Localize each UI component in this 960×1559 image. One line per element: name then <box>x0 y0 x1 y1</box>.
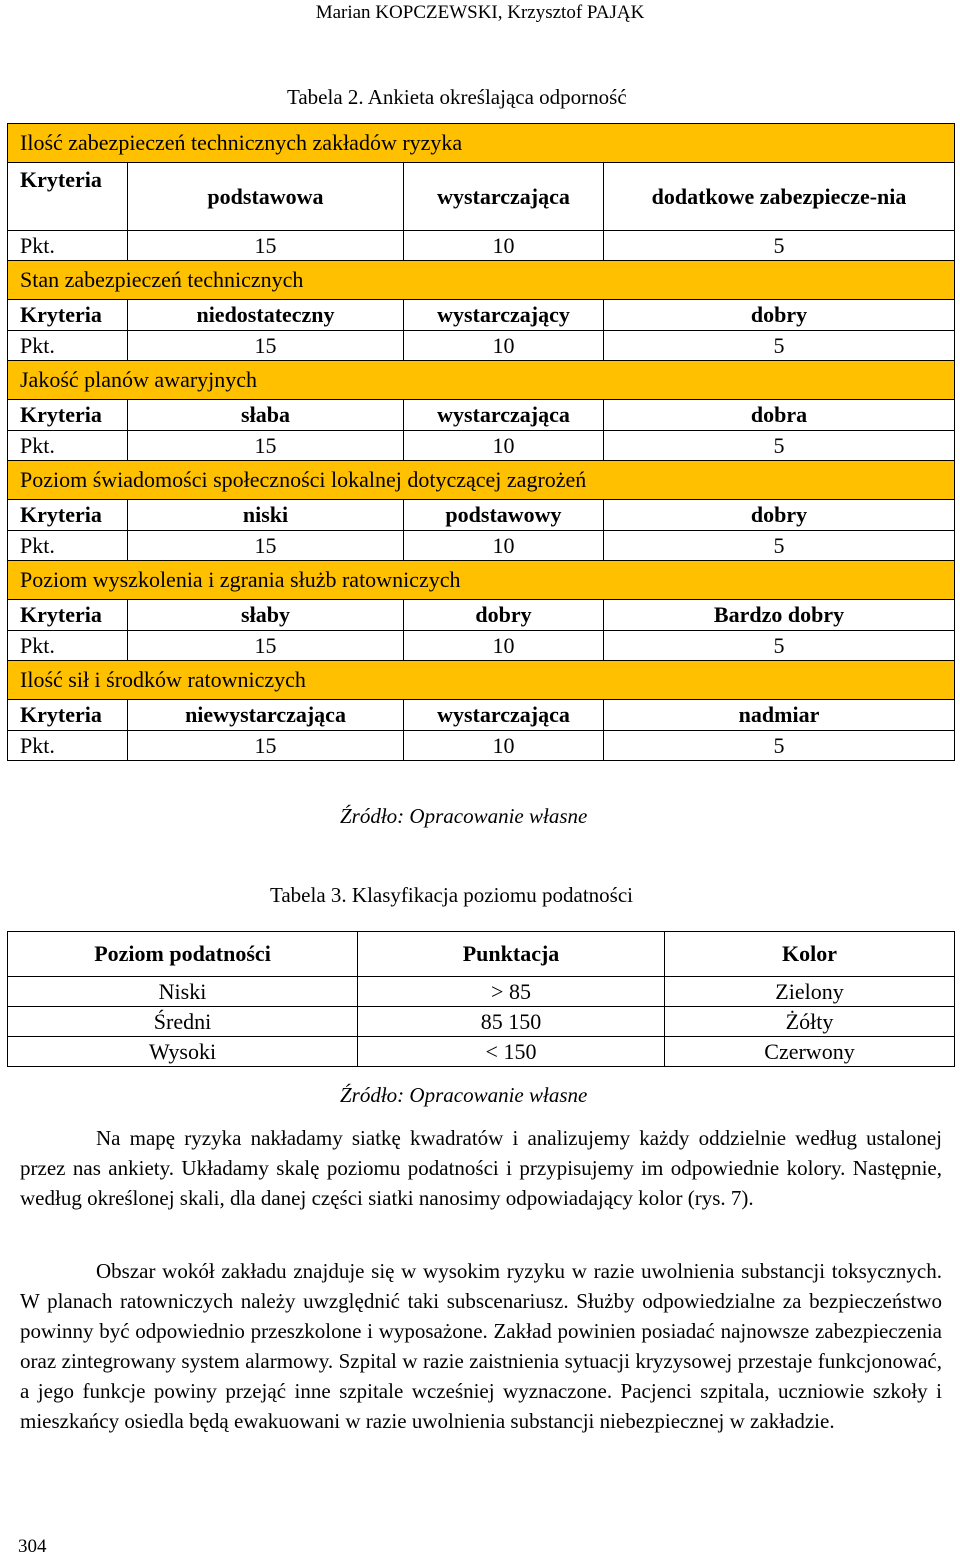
table-cell: < 150 <box>358 1037 665 1067</box>
points-label: Pkt. <box>8 331 128 361</box>
criteria-label: Kryteria <box>8 700 128 731</box>
table-row <box>8 1037 955 1067</box>
points-cell: 10 <box>404 631 604 661</box>
column-header: Kolor <box>665 932 955 977</box>
table-cell: Zielony <box>665 977 955 1007</box>
criteria-label: Kryteria <box>8 163 128 231</box>
table-vulnerability-classification <box>7 931 955 1067</box>
criteria-cell: wystarczająca <box>404 400 604 431</box>
table-cell: Średni <box>8 1007 358 1037</box>
criteria-label: Kryteria <box>8 500 128 531</box>
page-number: 304 <box>18 1536 47 1557</box>
points-cell: 5 <box>604 431 955 461</box>
criteria-cell: słaby <box>128 600 404 631</box>
running-header: Marian KOPCZEWSKI, Krzysztof PAJĄK <box>315 2 645 23</box>
criteria-cell: niewystarczająca <box>128 700 404 731</box>
column-header: Punktacja <box>358 932 665 977</box>
section-title-row <box>8 461 955 500</box>
criteria-cell: Bardzo dobry <box>604 600 955 631</box>
criteria-label: Kryteria <box>8 600 128 631</box>
criteria-cell: wystarczająca <box>404 700 604 731</box>
points-label: Pkt. <box>8 731 128 761</box>
criteria-cell: podstawowa <box>128 163 404 231</box>
table-resilience-survey <box>7 123 955 761</box>
section-title-row <box>8 124 955 163</box>
criteria-cell: wystarczający <box>404 300 604 331</box>
criteria-cell: dodatkowe zabezpiecze-nia <box>604 163 955 231</box>
column-header: Poziom podatności <box>8 932 358 977</box>
table-cell: Żółty <box>665 1007 955 1037</box>
points-row <box>8 731 955 761</box>
body-paragraph-1 <box>20 1123 942 1213</box>
section-title: Ilość zabezpieczeń technicznych zakładów ryzyka <box>8 124 955 163</box>
table-cell: Czerwony <box>665 1037 955 1067</box>
table2-caption: Tabela 2. Ankieta określająca odporność <box>287 85 627 109</box>
points-cell: 15 <box>128 631 404 661</box>
criteria-cell: dobry <box>604 300 955 331</box>
criteria-label: Kryteria <box>8 300 128 331</box>
points-cell: 15 <box>128 431 404 461</box>
section-title: Poziom wyszkolenia i zgrania służb ratowniczych <box>8 561 955 600</box>
criteria-cell: nadmiar <box>604 700 955 731</box>
points-cell: 15 <box>128 231 404 261</box>
points-label: Pkt. <box>8 531 128 561</box>
points-cell: 5 <box>604 731 955 761</box>
section-title: Jakość planów awaryjnych <box>8 361 955 400</box>
points-row <box>8 331 955 361</box>
criteria-cell: dobra <box>604 400 955 431</box>
criteria-row <box>8 600 955 631</box>
section-title: Ilość sił i środków ratowniczych <box>8 661 955 700</box>
table2-source: Źródło: Opracowanie własne <box>340 804 588 828</box>
points-cell: 5 <box>604 531 955 561</box>
points-cell: 10 <box>404 431 604 461</box>
criteria-cell: dobry <box>404 600 604 631</box>
points-cell: 10 <box>404 731 604 761</box>
table-row <box>8 1007 955 1037</box>
criteria-cell: niski <box>128 500 404 531</box>
table-cell: Wysoki <box>8 1037 358 1067</box>
criteria-cell: wystarczająca <box>404 163 604 231</box>
criteria-row <box>8 700 955 731</box>
criteria-row <box>8 400 955 431</box>
criteria-cell: podstawowy <box>404 500 604 531</box>
section-title-row <box>8 261 955 300</box>
points-cell: 5 <box>604 231 955 261</box>
section-title: Stan zabezpieczeń technicznych <box>8 261 955 300</box>
points-row <box>8 631 955 661</box>
criteria-row <box>8 500 955 531</box>
points-row <box>8 431 955 461</box>
table-header-row <box>8 932 955 977</box>
criteria-row <box>8 163 955 231</box>
points-cell: 5 <box>604 331 955 361</box>
section-title-row <box>8 661 955 700</box>
points-row <box>8 231 955 261</box>
body-paragraph-2 <box>20 1256 942 1436</box>
points-label: Pkt. <box>8 231 128 261</box>
criteria-cell: niedostateczny <box>128 300 404 331</box>
table-cell: Niski <box>8 977 358 1007</box>
points-row <box>8 531 955 561</box>
table-row <box>8 977 955 1007</box>
table3-source: Źródło: Opracowanie własne <box>340 1083 588 1107</box>
points-label: Pkt. <box>8 631 128 661</box>
points-cell: 10 <box>404 531 604 561</box>
table3-caption: Tabela 3. Klasyfikacja poziomu podatności <box>270 883 633 907</box>
section-title: Poziom świadomości społeczności lokalnej dotyczącej zagrożeń <box>8 461 955 500</box>
points-label: Pkt. <box>8 431 128 461</box>
points-cell: 15 <box>128 731 404 761</box>
section-title-row <box>8 561 955 600</box>
criteria-cell: dobry <box>604 500 955 531</box>
points-cell: 5 <box>604 631 955 661</box>
points-cell: 10 <box>404 331 604 361</box>
table-cell: 85 150 <box>358 1007 665 1037</box>
points-cell: 15 <box>128 331 404 361</box>
criteria-label: Kryteria <box>8 400 128 431</box>
points-cell: 10 <box>404 231 604 261</box>
section-title-row <box>8 361 955 400</box>
points-cell: 15 <box>128 531 404 561</box>
criteria-row <box>8 300 955 331</box>
table-cell: > 85 <box>358 977 665 1007</box>
paragraph-text: Obszar wokół zakładu znajduje się w wysokim ryzyku w razie uwolnienia substancji toksycznych. W planach ratowniczych należy uwzględnić taki subscenariusz. Służby odpowiedzialne za bezpieczeństwo powinny być odpowiednio przeszkolone i wyposażone. Zakład powinien posiadać najnowsze zabezpieczenia oraz zintegrowany system alarmowy. Szpital w razie zaistnienia sytuacji kryzysowej przestaje funkcjonować, a jego funkcje powiny przejąć inne szpitale wcześniej wyznaczone. Pacjenci szpitala, uczniowie szkoły i mieszkańcy osiedla będą ewakuowani w razie uwolnienia substancji niebezpiecznej w zakładzie. <box>20 1259 942 1433</box>
paragraph-text: Na mapę ryzyka nakładamy siatkę kwadratów i analizujemy każdy oddzielnie według ustalonej przez nas ankiety. Układamy skalę poziomu podatności i przypisujemy im odpowiednie kolory. Następnie, według określonej skali, dla danej części siatki nanosimy odpowiadający kolor (rys. 7). <box>20 1126 942 1210</box>
criteria-cell: słaba <box>128 400 404 431</box>
